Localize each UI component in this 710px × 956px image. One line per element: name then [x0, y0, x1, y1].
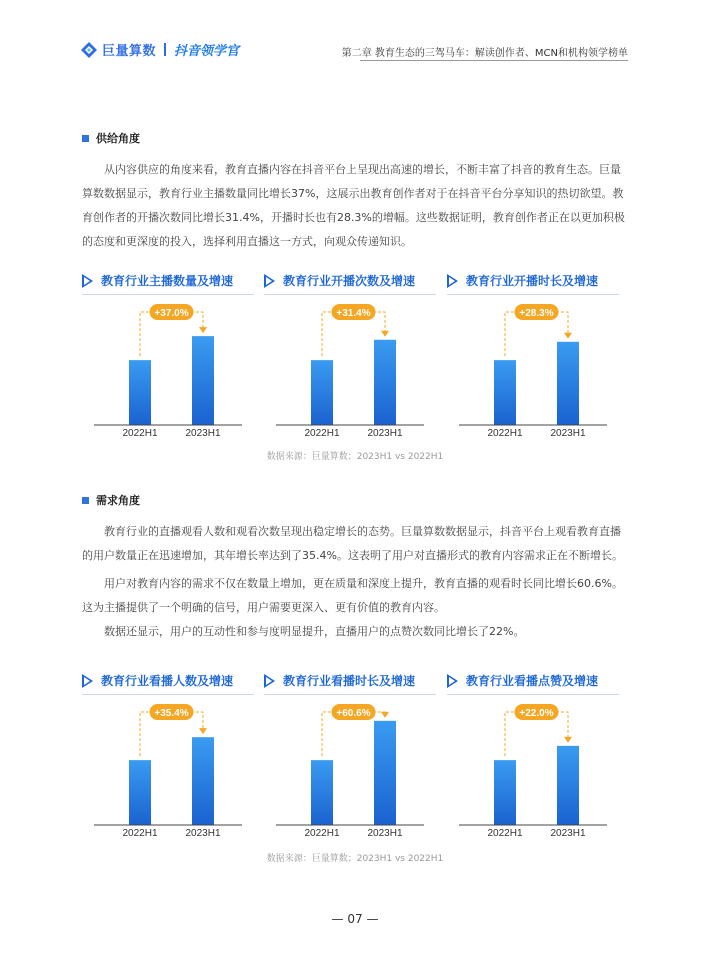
play-triangle-icon: [264, 674, 275, 688]
x-tick-label: 2022H1: [304, 428, 340, 439]
brand-logo-icon: [80, 41, 98, 59]
square-bullet-icon: [82, 497, 89, 504]
bar-2023H1: [192, 336, 214, 425]
bar-2023H1: [192, 737, 214, 825]
header-divider: [360, 60, 628, 61]
brand-logo: [80, 40, 239, 59]
chart-title-4: [82, 672, 233, 689]
arrow-down-icon: [564, 737, 572, 743]
brand-name-primary: 巨量算数: [102, 44, 157, 59]
demand-paragraph-2: 用户对教育内容的需求不仅在数量上增加，更在质量和深度上提升，教育直播的观看时长同比增长60.6%。这为主播提供了一个明确的信号，用户需要更深入、更有价值的教育内容。: [82, 577, 623, 614]
chart-title-text: 教育行业开播时长及增速: [466, 274, 599, 288]
page-number: — 07 —: [331, 912, 379, 926]
x-tick-label: 2023H1: [185, 428, 221, 439]
arrow-down-icon: [199, 728, 207, 734]
bar-chart-1: [82, 300, 254, 445]
chart-title-rule: [82, 294, 254, 295]
bar-chart-5: [264, 700, 436, 845]
bar-2022H1: [129, 760, 151, 825]
bar-chart-2: [264, 300, 436, 445]
bar-2023H1: [557, 342, 579, 425]
demand-paragraph-1: 教育行业的直播观看人数和观看次数呈现出稳定增长的态势。巨量算数数据显示，抖音平台上观看教育直播的用户数量正在迅速增加，其年增长率达到了35.4%。这表明了用户对直播形式的教育内容需求正在不断增长。: [82, 525, 623, 562]
x-tick-label: 2023H1: [550, 428, 586, 439]
section-heading-text: 需求角度: [96, 494, 140, 507]
x-tick-label: 2022H1: [122, 828, 158, 839]
x-tick-label: 2023H1: [367, 428, 403, 439]
chart-title-text: 教育行业开播次数及增速: [283, 274, 416, 288]
play-triangle-icon: [447, 674, 458, 688]
chart-title-6: [447, 672, 598, 689]
supply-source-note: 数据来源：巨量算数；2023H1 vs 2022H1: [266, 452, 444, 462]
section-heading-text: 供给角度: [96, 132, 140, 145]
chart-title-rule: [264, 694, 436, 695]
growth-label: +60.6%: [336, 708, 371, 719]
play-triangle-icon: [264, 274, 275, 288]
x-tick-label: 2022H1: [487, 828, 523, 839]
chart-title-rule: [447, 694, 619, 695]
x-tick-label: 2023H1: [185, 828, 221, 839]
arrow-down-icon: [199, 327, 207, 333]
demand-paragraph-3: 数据还显示，用户的互动性和参与度明显提升，直播用户的点赞次数同比增长了22%。: [104, 625, 525, 638]
chart-title-rule: [264, 294, 436, 295]
bar-2022H1: [311, 760, 333, 825]
bar-chart-3: [447, 300, 619, 445]
arrow-down-icon: [564, 333, 572, 339]
arrow-down-icon: [381, 712, 389, 718]
page-header: [0, 0, 710, 70]
section-heading-demand: [82, 492, 140, 508]
chart-title-5: [264, 672, 415, 689]
growth-label: +28.3%: [519, 308, 554, 319]
chart-title-rule: [82, 694, 254, 695]
section-heading-supply: [82, 130, 140, 146]
x-tick-label: 2022H1: [122, 428, 158, 439]
x-tick-label: 2023H1: [367, 828, 403, 839]
supply-paragraph: 从内容供应的角度来看，教育直播内容在抖音平台上呈现出高速的增长，不断丰富了抖音的教育生态。巨量算数数据显示，教育行业主播数量同比增长37%，这展示出教育创作者对于在抖音平台分享知识的热切欲望。教育创作者的开播次数同比增长31.4%，开播时长也有28.3%的增幅。这些数据证明，教育创作者正在以更加积极的态度和更深度的投入，选择利用直播这一方式，向观众传递知识。: [82, 163, 625, 248]
demand-source-note: 数据来源：巨量算数；2023H1 vs 2022H1: [266, 854, 444, 864]
bar-2022H1: [494, 360, 516, 425]
square-bullet-icon: [82, 135, 89, 142]
arrow-down-icon: [381, 331, 389, 337]
brand-name-secondary: 抖音领学官: [174, 44, 240, 59]
play-triangle-icon: [82, 274, 93, 288]
chart-title-rule: [447, 294, 619, 295]
growth-label: +37.0%: [154, 308, 189, 319]
play-triangle-icon: [82, 674, 93, 688]
play-triangle-icon: [447, 274, 458, 288]
bar-2022H1: [311, 360, 333, 425]
x-tick-label: 2023H1: [550, 828, 586, 839]
chart-title-text: 教育行业看播人数及增速: [101, 674, 234, 688]
chart-title-1: [82, 272, 233, 289]
bar-chart-4: [82, 700, 254, 845]
x-tick-label: 2022H1: [304, 828, 340, 839]
chart-title-text: 教育行业主播数量及增速: [101, 274, 234, 288]
chapter-title: 第二章 教育生态的三驾马车：解读创作者、MCN和机构领学榜单: [341, 48, 628, 59]
chart-title-text: 教育行业看播点赞及增速: [466, 674, 599, 688]
growth-label: +31.4%: [336, 308, 371, 319]
bar-2023H1: [374, 340, 396, 425]
bar-2023H1: [557, 746, 579, 825]
chart-title-2: [264, 272, 415, 289]
brand-divider: [164, 43, 166, 56]
x-tick-label: 2022H1: [487, 428, 523, 439]
bar-chart-6: [447, 700, 619, 845]
chart-title-text: 教育行业看播时长及增速: [283, 674, 416, 688]
growth-label: +22.0%: [519, 708, 554, 719]
bar-2022H1: [494, 760, 516, 825]
growth-label: +35.4%: [154, 708, 189, 719]
chart-title-3: [447, 272, 598, 289]
bar-2023H1: [374, 721, 396, 825]
bar-2022H1: [129, 360, 151, 425]
